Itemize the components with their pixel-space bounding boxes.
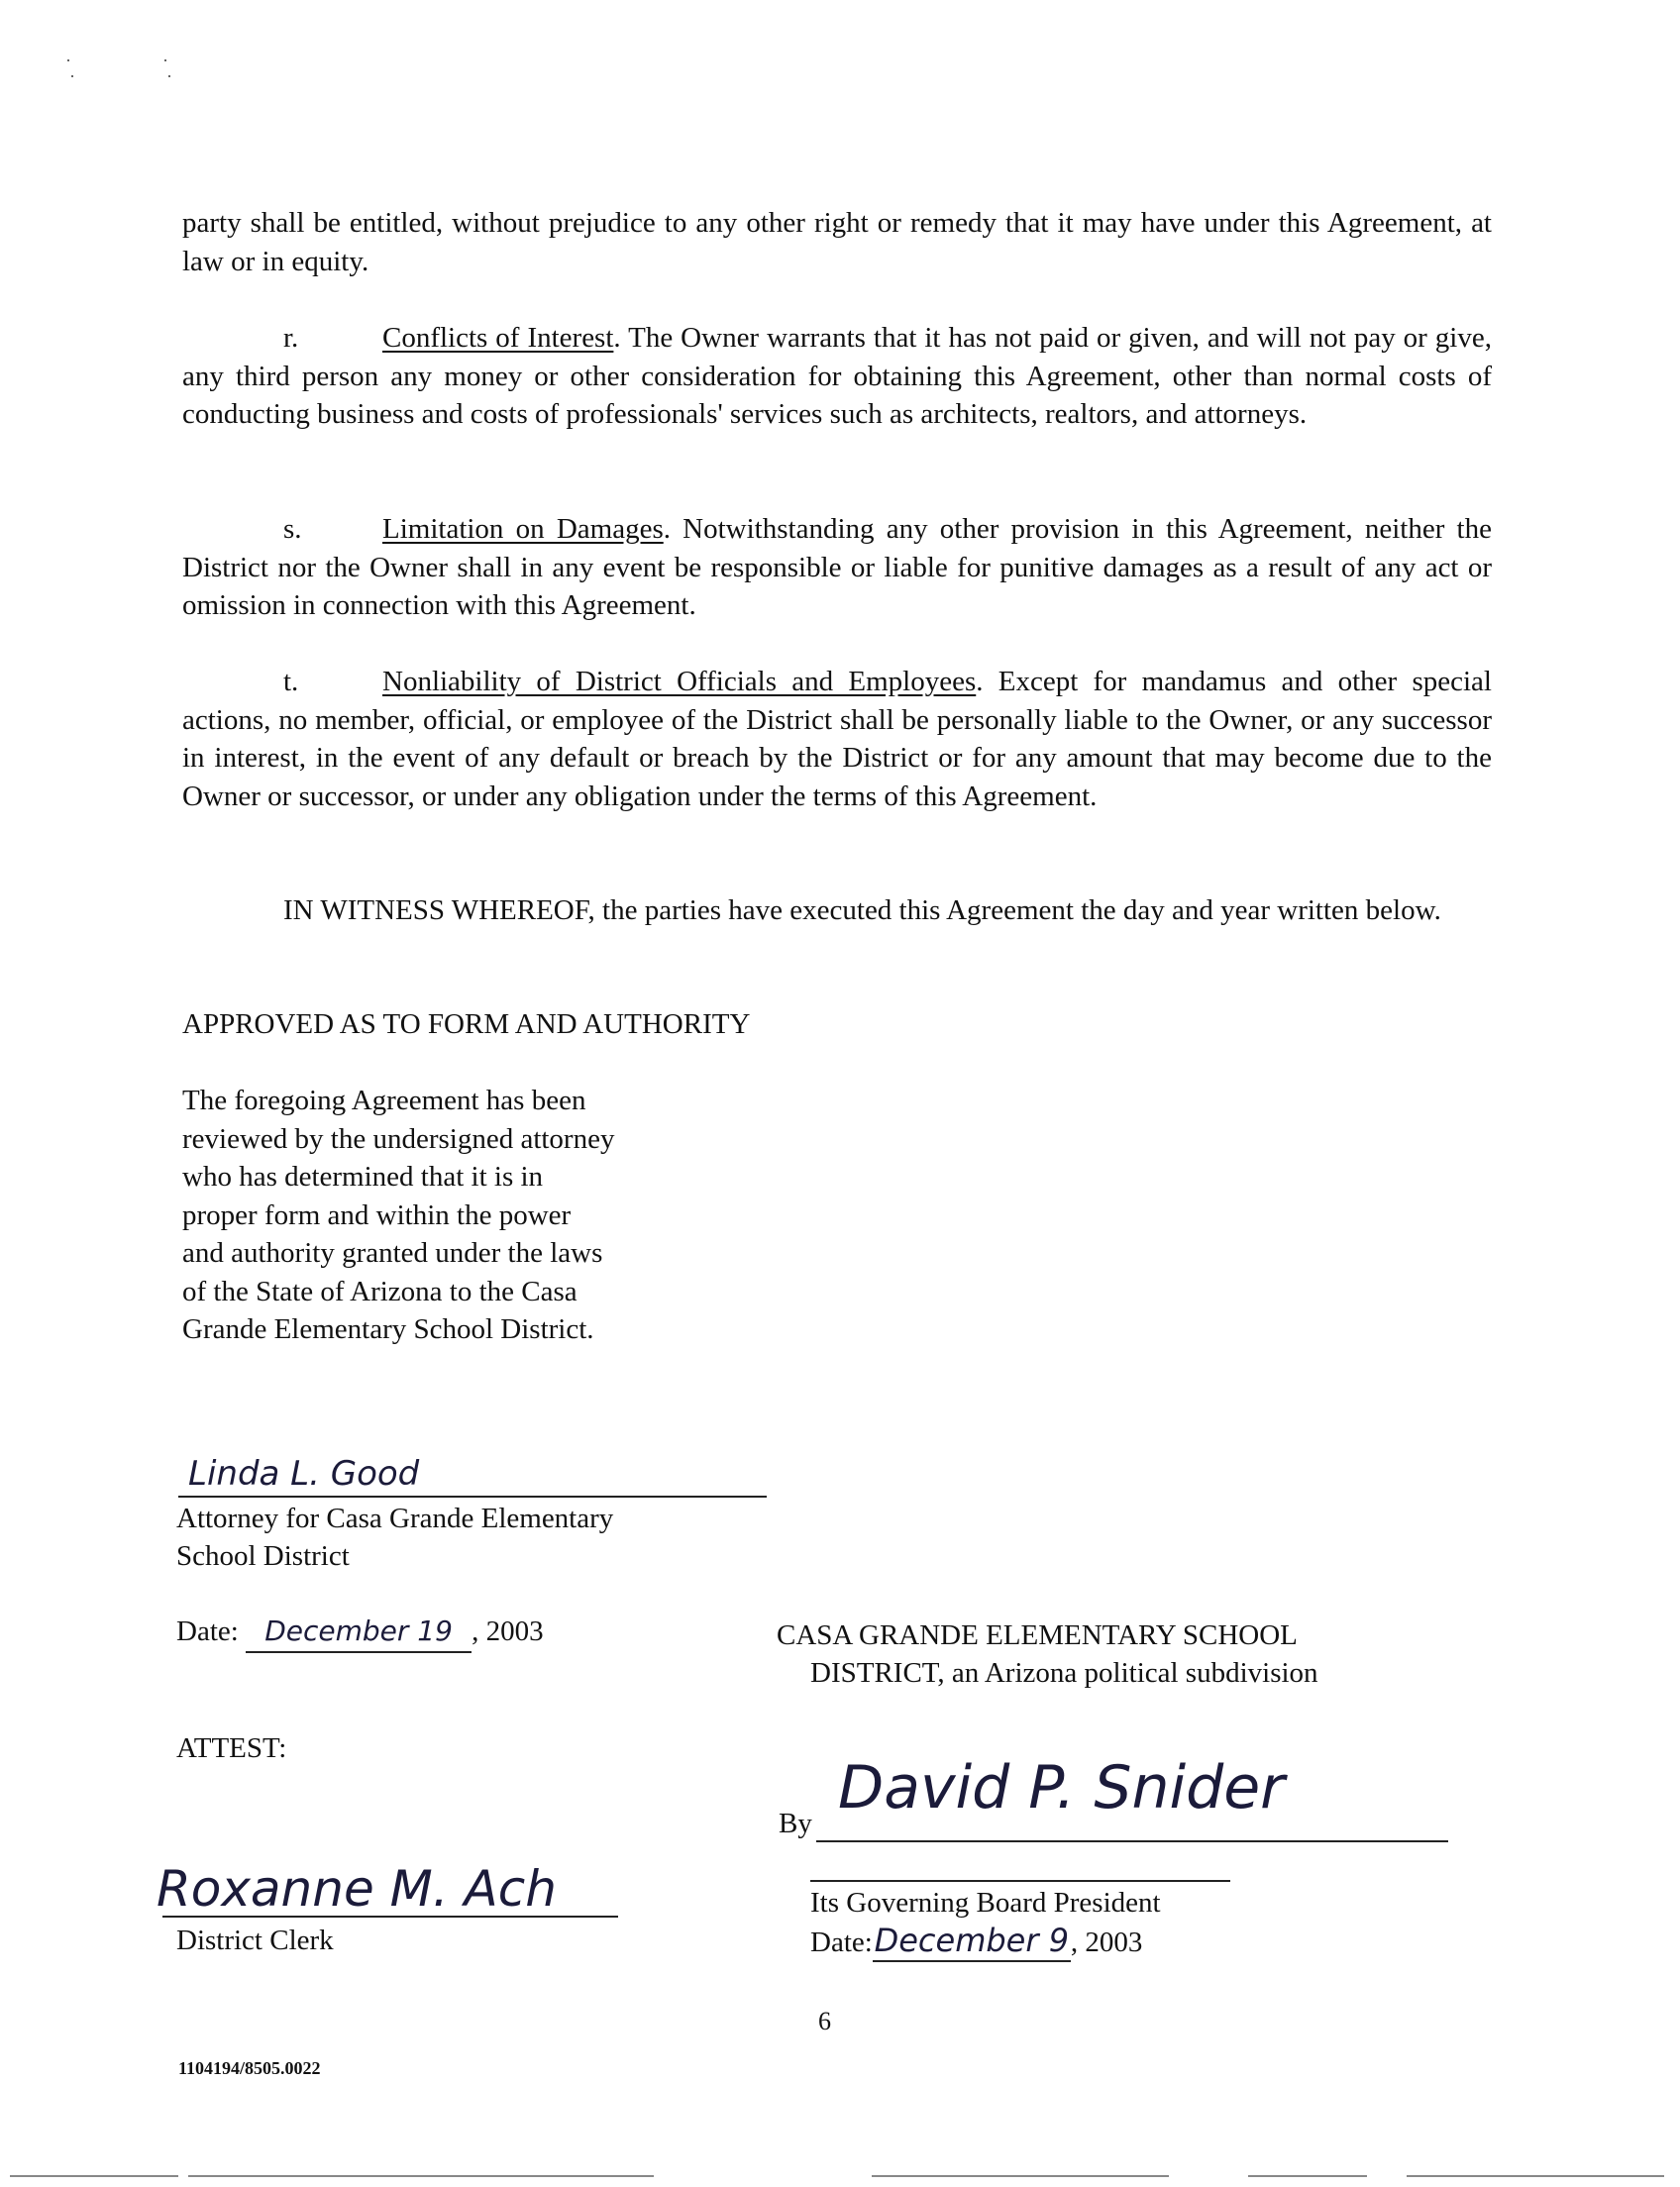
president-signature-line — [816, 1840, 1448, 1842]
attest-label: ATTEST: — [176, 1732, 287, 1764]
scan-edge-rule — [10, 2175, 178, 2177]
document-id: 1104194/8505.0022 — [178, 2058, 321, 2078]
scan-edge-rule — [1248, 2175, 1367, 2177]
page-number: 6 — [818, 2007, 831, 2035]
section-letter: s. — [283, 513, 302, 545]
approval-line: reviewed by the undersigned attorney — [182, 1122, 615, 1155]
president-title: Its Governing Board President — [810, 1887, 1161, 1919]
section-period: . — [663, 513, 671, 545]
scan-speck — [164, 59, 166, 61]
attorney-date — [176, 1613, 544, 1653]
clerk-signature-line — [162, 1916, 618, 1918]
president-title-rule — [810, 1880, 1230, 1882]
section-text: Except for mandamus and other special actions, no member, official, or employee of the District shall be personally liable to the Owner, or any successor in interest, in the event of any default or breach by the District or for any amount that may become due to the Owner or successor, or under any obligation under the terms of this Agreement. — [182, 666, 1492, 812]
president-signature: David P. Snider — [838, 1753, 1285, 1822]
attorney-date-label: Date: — [176, 1615, 239, 1647]
approval-line: Grande Elementary School District. — [182, 1313, 594, 1345]
section-heading: Nonliability of District Officials and Employees — [382, 666, 977, 697]
scan-speck — [168, 75, 170, 77]
section-text: The Owner warrants that it has not paid or given, and will not pay or give, any third person any money or other consideration for obtaining this Agreement, other than normal costs of conducting business and costs of professionals' services such as architects, realtors, and attorneys. — [182, 322, 1492, 430]
president-date-year: , 2003 — [1070, 1927, 1143, 1958]
district-name-line1: CASA GRANDE ELEMENTARY SCHOOL — [777, 1619, 1298, 1651]
section-period: . — [613, 322, 621, 354]
section-letter: r. — [283, 322, 299, 354]
section-text: Notwithstanding any other provision in this Agreement, neither the District nor the Owner shall in any event be responsible or liable for punitive damages as a result of any act or omission in connection with this Agreement. — [182, 513, 1492, 621]
scan-edge-rule — [188, 2175, 654, 2177]
attorney-signature-line — [178, 1496, 767, 1498]
approval-line: who has determined that it is in — [182, 1161, 544, 1193]
district-name-line2: DISTRICT, an Arizona political subdivision — [810, 1657, 1318, 1689]
section-heading: Limitation on Damages — [382, 513, 664, 545]
section-period: . — [976, 666, 984, 697]
attorney-title-2: School District — [176, 1540, 350, 1572]
section-s — [182, 510, 1492, 625]
attorney-title-1: Attorney for Casa Grande Elementary — [176, 1503, 614, 1534]
paragraph-q-continuation — [182, 204, 1492, 280]
approval-line: The foregoing Agreement has been — [182, 1085, 586, 1116]
section-letter: t. — [283, 666, 299, 697]
president-date-handwritten: December 9 — [873, 1922, 1071, 1962]
approval-line: proper form and within the power — [182, 1198, 572, 1231]
scan-speck — [71, 75, 73, 77]
president-date — [810, 1922, 1142, 1962]
attorney-date-handwritten: December 19 — [246, 1613, 472, 1653]
scan-edge-rule — [1407, 2175, 1664, 2177]
by-label: By — [779, 1808, 812, 1839]
section-t — [182, 663, 1492, 815]
section-heading: Conflicts of Interest — [382, 322, 614, 354]
clerk-title: District Clerk — [176, 1925, 334, 1956]
scan-edge-rule — [872, 2175, 1169, 2177]
witness-text: IN WITNESS WHEREOF, the parties have executed this Agreement the day and year written below. — [283, 894, 1441, 926]
clerk-signature: Roxanne M. Ach — [157, 1860, 557, 1918]
attorney-signature: Linda L. Good — [188, 1454, 420, 1494]
approved-heading: APPROVED AS TO FORM AND AUTHORITY — [182, 1008, 751, 1040]
section-r — [182, 319, 1492, 434]
approval-statement — [182, 1082, 614, 1349]
scan-speck — [67, 59, 69, 61]
president-date-label: Date: — [810, 1927, 873, 1958]
approval-line: of the State of Arizona to the Casa — [182, 1275, 578, 1307]
approval-line: and authority granted under the laws — [182, 1237, 603, 1269]
paragraph-text: party shall be entitled, without prejudice to any other right or remedy that it may have under this Agreement, at law or in equity. — [182, 207, 1492, 277]
witness-paragraph — [182, 891, 1492, 930]
attorney-date-year: , 2003 — [472, 1615, 544, 1647]
